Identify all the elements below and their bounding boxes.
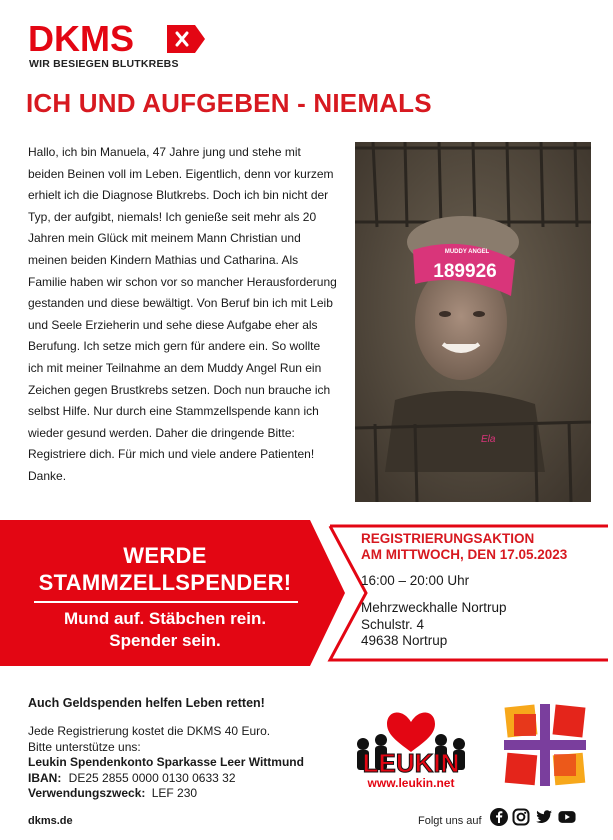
logo-wordmark: DKMS (28, 18, 134, 59)
leukin-logo[interactable] (349, 700, 473, 792)
iban-value: DE25 2855 0000 0130 0633 32 (68, 770, 236, 785)
cta-line-1: WERDE (123, 543, 207, 568)
event-venue: Mehrzweckhalle Nortrup (361, 600, 507, 615)
shirt-text: Ela (481, 434, 496, 445)
leukin-name: LEUKIN (362, 748, 460, 778)
logo-x-icon (167, 25, 205, 53)
iban-label: IBAN: (28, 770, 62, 785)
donation-heading: Auch Geldspenden helfen Leben retten! (28, 696, 265, 710)
mud-photo-illustration (355, 142, 591, 502)
twitter-icon[interactable] (535, 808, 553, 826)
donation-account: Leukin Spendenkonto Sparkasse Leer Wittmund (28, 755, 304, 769)
event-info (361, 531, 606, 650)
purpose-value: LEF 230 (151, 786, 198, 800)
event-city: 49638 Nortrup (361, 633, 448, 648)
page-title: ICH UND AUFGEBEN - NIEMALS (26, 88, 432, 118)
donation-line-2: Bitte unterstütze uns: (28, 739, 141, 754)
instagram-icon[interactable] (512, 808, 530, 826)
cta-line-3: Mund auf. Stäbchen rein. (63, 609, 267, 628)
event-title-1: REGISTRIERUNGSAKTION (361, 531, 535, 546)
cta-line-2: STAMMZELLSPENDER! (38, 570, 292, 595)
story-text: Hallo, ich bin Manuela, 47 Jahre jung und stehe mit beiden Beinen voll im Leben. Eigentlich, denn vor kurzem erhielt ich die Diagnose Blutkrebs. Doch ich bin nicht der Typ, der aufgibt, niemals! Ich genieße seit mehr als 20 Jahren mein Glück mit meinem Mann Christian und meinen beiden Kindern Mathias und Catharina. Als Familie haben wir schon vor so mancher Herausforderung gestanden und diese bewältigt. Von Beruf bin ich mit Leib und Seele Erzieherin und sehe diese Aufgabe eher als Berufung. Ich setze mich gern für andere ein. So wollte ich mit meiner Teilnahme an dem Muddy Angel Run ein Zeichen gegen Brustkrebs setzen. Doch nun brauche ich selbst Hilfe. Nur durch eine Stammzellspende kann ich wieder gesund werden. Daher die dringende Bitte: Registriere dich. Für mich und viele andere Patienten! Danke. (28, 145, 337, 483)
dkms-logo[interactable] (28, 20, 188, 72)
event-time: 16:00 – 20:00 Uhr (361, 573, 470, 588)
cross-icon (500, 700, 590, 790)
logo-tagline: WIR BESIEGEN BLUTKREBS (29, 58, 179, 70)
follow-label: Folgt uns auf (418, 815, 482, 827)
donation-line-1: Jede Registrierung kostet die DKMS 40 Euro. (28, 724, 271, 738)
bib-number: 189926 (433, 261, 497, 282)
donation-info (28, 696, 348, 802)
event-title-2: AM MITTWOCH, DEN 17.05.2023 (361, 547, 568, 562)
purpose-label: Verwendungszweck: (28, 786, 146, 800)
facebook-icon[interactable] (490, 808, 508, 826)
leukin-logo-graphic (349, 700, 473, 792)
church-cross-emblem (500, 700, 590, 790)
youtube-icon[interactable] (558, 808, 576, 826)
patient-photo (355, 142, 591, 502)
headband-text: MUDDY ANGEL (444, 249, 490, 255)
footer-website[interactable]: dkms.de (28, 815, 73, 827)
event-street: Schulstr. 4 (361, 616, 425, 632)
cta-divider (34, 601, 298, 603)
cta-line-4: Spender sein. (109, 631, 221, 650)
leukin-url: www.leukin.net (367, 776, 455, 790)
